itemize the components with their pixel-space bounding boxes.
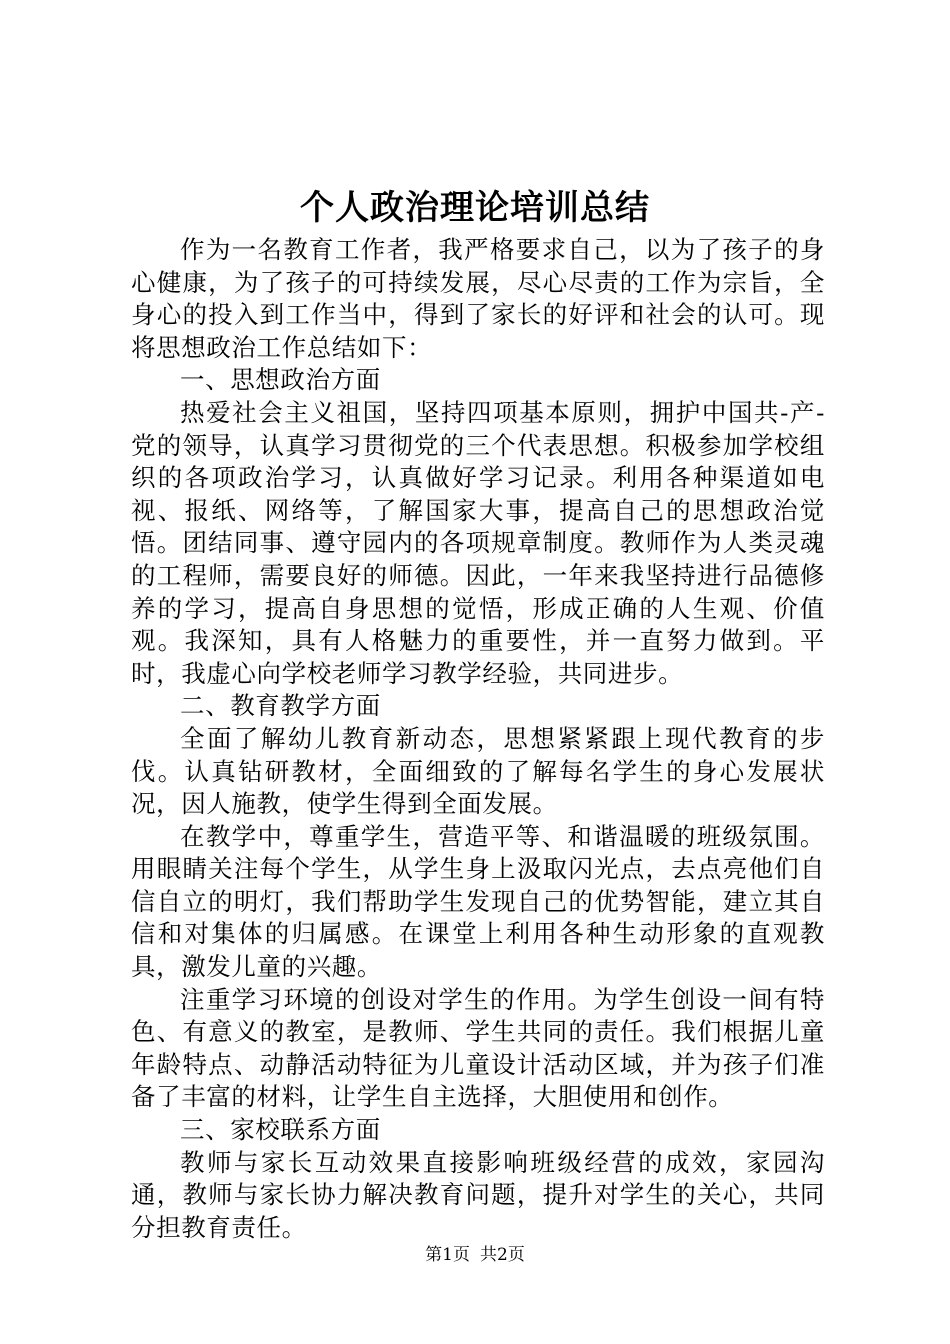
paragraph-home-school: 教师与家长互动效果直接影响班级经营的成效，家园沟通，教师与家长协力解决教育问题，提升对学生的关心，共同分担教育责任。 [131, 1147, 825, 1242]
paragraph-teaching-1: 全面了解幼儿教育新动态，思想紧紧跟上现代教育的步伐。认真钻研教材，全面细致的了解每名学生的身心发展状况，因人施教，使学生得到全面发展。 [131, 723, 825, 819]
page-footer [0, 1244, 950, 1266]
section-heading-home-school: 三、家校联系方面 [180, 1115, 381, 1145]
document-title: 个人政治理论培训总结 [300, 188, 650, 228]
paragraph-political: 热爱社会主义祖国，坚持四项基本原则，拥护中国共-产-党的领导，认真学习贯彻党的三个代表思想。积极参加学校组织的各项政治学习，认真做好学习记录。利用各种渠道如电视、报纸、网络等，了解国家大事，提高自己的思想政治觉悟。团结同事、遵守园内的各项规章制度。教师作为人类灵魂的工程师，需要良好的师德。因此，一年来我坚持进行品德修养的学习，提高自身思想的觉悟，形成正确的人生观、价值观。我深知，具有人格魅力的重要性，并一直努力做到。平时，我虚心向学校老师学习教学经验，共同进步。 [131, 397, 825, 688]
paragraph-intro: 作为一名教育工作者，我严格要求自己，以为了孩子的身心健康，为了孩子的可持续发展，尽心尽责的工作为宗旨，全身心的投入到工作当中，得到了家长的好评和社会的认可。现将思想政治工作总结如下： [131, 235, 825, 362]
document-body [131, 234, 825, 1244]
section-heading-teaching: 二、教育教学方面 [180, 691, 381, 721]
section-heading-political: 一、思想政治方面 [180, 365, 381, 395]
paragraph-teaching-3: 注重学习环境的创设对学生的作用。为学生创设一间有特色、有意义的教室，是教师、学生共同的责任。我们根据儿童年龄特点、动静活动特征为儿童设计活动区域，并为孩子们准备了丰富的材料，让学生自主选择，大胆使用和创作。 [131, 984, 825, 1112]
page-number: 第1页 [425, 1245, 470, 1265]
paragraph-teaching-2: 在教学中，尊重学生，营造平等、和谐温暖的班级氛围。用眼睛关注每个学生，从学生身上汲取闪光点，去点亮他们自信自立的明灯，我们帮助学生发现自己的优势智能，建立其自信和对集体的归属感。在课堂上利用各种生动形象的直观教具，激发儿童的兴趣。 [131, 821, 825, 982]
page-total: 共2页 [480, 1245, 525, 1265]
